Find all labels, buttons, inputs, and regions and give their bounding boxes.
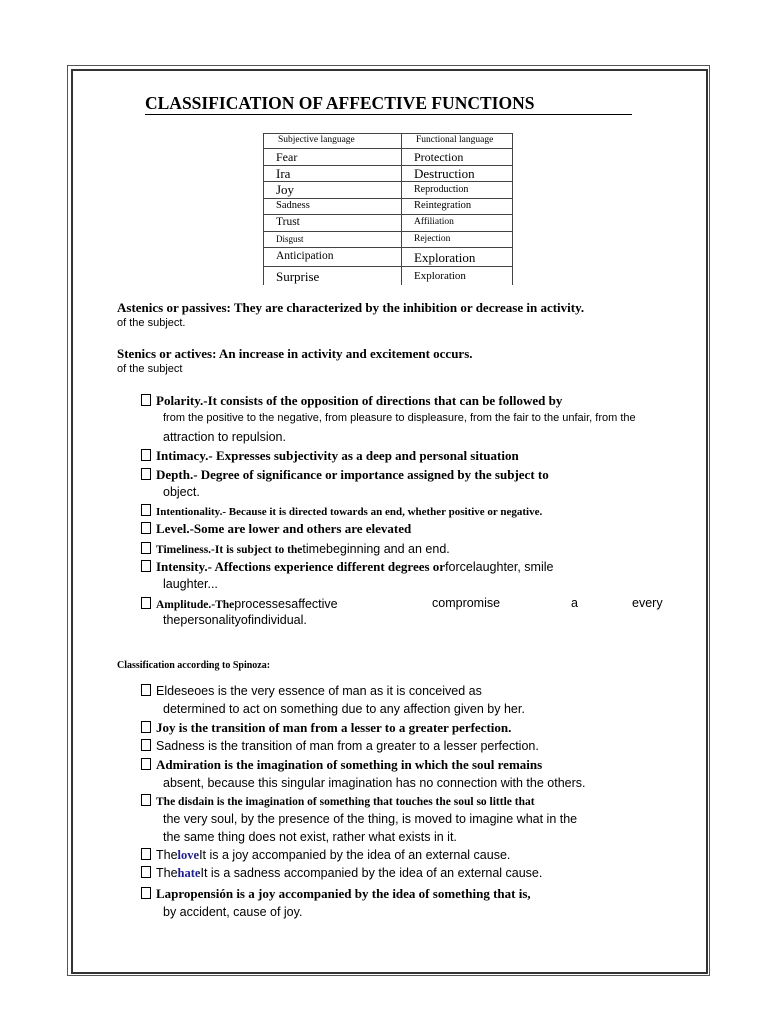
polarity-line-3: attraction to repulsion. <box>163 430 286 444</box>
bullet-box-icon <box>141 684 151 696</box>
desire-text: Eldeseoes is the very essence of man as it is conceived as <box>156 684 482 698</box>
propension-line-2: by accident, cause of joy. <box>163 905 303 919</box>
love-text: It is a joy accompanied by the idea of an external cause. <box>199 848 511 862</box>
table-row <box>264 248 513 267</box>
amplitude-every: every <box>632 596 663 610</box>
depth-text: Depth.- Degree of significance or importance assigned by the subject to <box>156 467 549 482</box>
intensity-line-2: laughter... <box>163 577 218 591</box>
table-row <box>264 165 513 182</box>
timeliness-time: time <box>302 542 327 556</box>
list-item-sadness <box>141 739 539 753</box>
bullet-box-icon <box>141 721 151 733</box>
list-item-timeliness <box>141 540 450 558</box>
table-row <box>264 182 513 199</box>
hate-text: It is a sadness accompanied by the idea of an external cause. <box>200 866 543 880</box>
cell-functional: Destruction <box>402 165 513 182</box>
depth-line-2: object. <box>163 485 200 499</box>
stenics-sub: of the subject <box>117 363 183 375</box>
list-item-amplitude <box>141 595 338 613</box>
stenics-heading: Stenics or actives: An increase in activity and excitement occurs. <box>117 346 473 361</box>
cell-functional: Protection <box>402 149 513 166</box>
admiration-text: Admiration is the imagination of something in which the soul remains <box>156 757 543 772</box>
table-row <box>264 215 513 232</box>
bullet-box-icon <box>141 542 151 554</box>
list-item-depth <box>141 467 549 483</box>
bullet-box-icon <box>141 887 151 899</box>
list-item-desire <box>141 684 482 698</box>
astenics-heading: Astenics or passives: They are characterized by the inhibition or decrease in activity. <box>117 300 585 315</box>
intensity-force: force <box>445 560 473 574</box>
timeliness-text: Timeliness.-It is subject to the <box>156 544 303 556</box>
page-title: CLASSIFICATION OF AFFECTIVE FUNCTIONS <box>145 93 535 113</box>
bullet-box-icon <box>141 522 151 534</box>
cell-subjective: Disgust <box>264 231 402 248</box>
desire-line-2: determined to act on something due to any affection given by her. <box>163 702 525 716</box>
amplitude-line-2 <box>163 613 307 627</box>
list-item-hate <box>141 866 542 881</box>
sadness-text: Sadness is the transition of man from a greater to a lesser perfection. <box>156 739 539 753</box>
disdain-line-3: the same thing does not exist, rather what exists in it. <box>163 830 457 844</box>
joy-text: Joy is the transition of man from a lesser to a greater perfection. <box>156 720 512 735</box>
disdain-text: The disdain is the imagination of something that touches the soul so little that <box>156 796 535 808</box>
cell-functional: Reintegration <box>402 198 513 215</box>
amplitude-individual: individual. <box>251 613 307 627</box>
bullet-box-icon <box>141 597 151 609</box>
cell-functional: Reproduction <box>402 182 513 199</box>
cell-subjective: Fear <box>264 149 402 166</box>
bullet-box-icon <box>141 848 151 860</box>
cell-subjective: Trust <box>264 215 402 232</box>
cell-functional: Exploration <box>402 267 513 286</box>
timeliness-end: beginning and an end. <box>326 542 450 556</box>
header-functional-language: Functional language <box>402 134 513 149</box>
list-item-intensity <box>141 558 553 576</box>
love-the: The <box>156 848 178 862</box>
title-underline <box>145 114 632 115</box>
amplitude-compromise: compromise <box>432 596 501 610</box>
table-row <box>264 198 513 215</box>
amplitude-the: the <box>163 613 181 627</box>
propension-text: Lapropensión is a joy accompanied by the idea of something that is, <box>156 886 531 901</box>
hate-the: The <box>156 866 178 880</box>
love-word: love <box>177 848 200 862</box>
amplitude-personality: personality <box>180 613 241 627</box>
bullet-box-icon <box>141 468 151 480</box>
amplitude-a: a <box>571 596 578 610</box>
amplitude-processes: processes <box>234 597 292 611</box>
bullet-box-icon <box>141 504 151 516</box>
cell-subjective: Surprise <box>264 267 402 286</box>
polarity-text: Polarity.-It consists of the opposition of directions that can be followed by <box>156 393 563 408</box>
cell-subjective: Ira <box>264 165 402 182</box>
intensity-laughter: laughter, smile <box>472 560 554 574</box>
spinoza-heading: Classification according to Spinoza: <box>117 660 271 671</box>
affective-functions-table <box>263 133 513 285</box>
table-row <box>264 267 513 286</box>
header-subjective-language: Subjective language <box>264 134 402 149</box>
cell-functional: Exploration <box>402 248 513 267</box>
table-row <box>264 149 513 166</box>
bullet-box-icon <box>141 794 151 806</box>
list-item-intentionality <box>141 504 542 518</box>
intensity-text: Intensity.- Affections experience different degrees or <box>156 559 446 574</box>
intimacy-text: Intimacy.- Expresses subjectivity as a deep and personal situation <box>156 448 519 463</box>
table-header-row <box>264 134 513 149</box>
bullet-box-icon <box>141 394 151 406</box>
list-item-disdain <box>141 794 535 808</box>
bullet-box-icon <box>141 449 151 461</box>
cell-functional: Rejection <box>402 231 513 248</box>
list-item-joy <box>141 720 511 736</box>
list-item-love <box>141 848 510 863</box>
list-item-level <box>141 521 411 537</box>
bullet-box-icon <box>141 739 151 751</box>
level-text: Level.-Some are lower and others are elevated <box>156 521 412 536</box>
table-row <box>264 231 513 248</box>
amplitude-of: of <box>240 613 252 627</box>
cell-subjective: Sadness <box>264 198 402 215</box>
admiration-line-2: absent, because this singular imagination has no connection with the others. <box>163 776 586 790</box>
bullet-box-icon <box>141 560 151 572</box>
bullet-box-icon <box>141 866 151 878</box>
bullet-box-icon <box>141 758 151 770</box>
cell-subjective: Joy <box>264 182 402 199</box>
amplitude-affective: affective <box>291 597 338 611</box>
hate-word: hate <box>177 866 201 880</box>
disdain-line-2: the very soul, by the presence of the thing, is moved to imagine what in the <box>163 812 578 826</box>
list-item-admiration <box>141 757 542 773</box>
list-item-intimacy <box>141 448 519 464</box>
polarity-line-2: from the positive to the negative, from pleasure to displeasure, from the fair to the unfair, from the <box>163 412 636 424</box>
cell-functional: Affiliation <box>402 215 513 232</box>
list-item-polarity <box>141 393 562 409</box>
amplitude-text: Amplitude.-The <box>156 599 235 611</box>
intentionality-text: Intentionality.- Because it is directed towards an end, whether positive or negative. <box>156 506 543 518</box>
cell-subjective: Anticipation <box>264 248 402 267</box>
astenics-sub: of the subject. <box>117 317 186 329</box>
list-item-propension <box>141 886 531 902</box>
